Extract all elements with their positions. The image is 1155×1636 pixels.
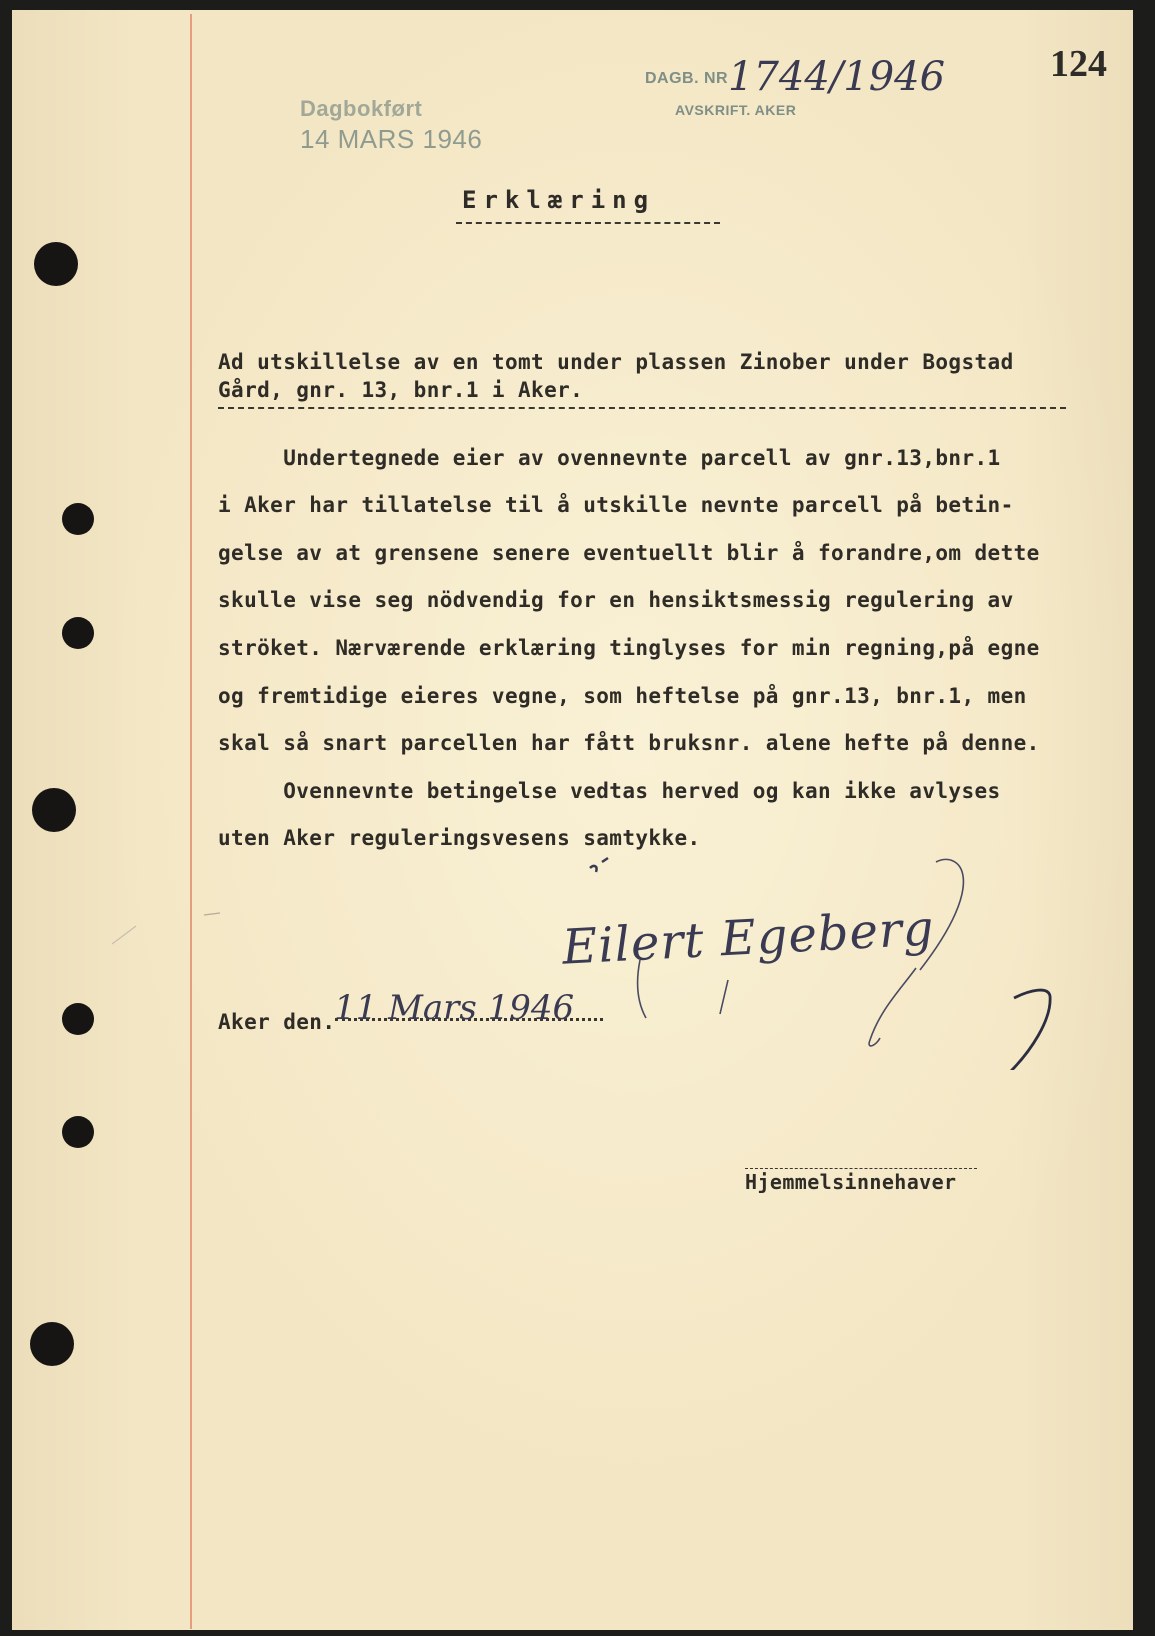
margin-rule	[190, 14, 192, 1629]
punch-hole	[62, 1003, 94, 1035]
signer-label: Hjemmelsinnehaver	[745, 1170, 957, 1194]
handwritten-date: 11 Mars 1946	[334, 988, 575, 1028]
signature: Eilert Egeberg	[560, 900, 936, 976]
punch-hole	[30, 1322, 74, 1366]
subject-line: Ad utskillelse av en tomt under plassen Zinober under Bogstad	[218, 350, 1014, 374]
body-line: uten Aker reguleringsvesens samtykke.	[218, 826, 701, 850]
scan-border-top	[0, 0, 1155, 10]
body-line: og fremtidige eieres vegne, som heftelse på gnr.13, bnr.1, men	[218, 684, 1027, 708]
avskrift-stamp: AVSKRIFT. AKER	[675, 102, 797, 118]
body-line: ströket. Nærværende erklæring tinglyses for min regning,på egne	[218, 636, 1040, 660]
signature-line	[745, 1168, 977, 1169]
dagb-nr-stamp: DAGB. NR	[645, 70, 729, 87]
page-number: 124	[1050, 43, 1107, 85]
scan-border-left	[0, 0, 12, 1636]
subject-line: Gård, gnr. 13, bnr.1 i Aker.	[218, 378, 584, 402]
pencil-mark-icon	[110, 920, 140, 950]
registration-date-stamp: 14 MARS 1946	[300, 124, 483, 154]
punch-hole	[62, 1116, 94, 1148]
handwritten-dagb-number: 1744/1946	[728, 54, 946, 100]
scan-border-right	[1133, 0, 1155, 1636]
dagbokfort-stamp: Dagbokført	[300, 96, 423, 121]
body-line: i Aker har tillatelse til å utskille nevnte parcell på betin-	[218, 493, 1014, 517]
punch-hole	[32, 788, 76, 832]
document-title: Erklæring	[462, 186, 656, 214]
punch-hole	[62, 617, 94, 649]
body-line: skulle vise seg nödvendig for en hensiktsmessig regulering av	[218, 588, 1014, 612]
punch-hole	[62, 503, 94, 535]
pencil-mark-icon	[202, 905, 222, 921]
scan-border-bottom	[0, 1630, 1155, 1636]
place-label: Aker den.	[218, 1010, 336, 1034]
body-line: Ovennevnte betingelse vedtas herved og kan ikke avlyses	[218, 779, 1001, 803]
punch-hole	[34, 242, 78, 286]
body-line: Undertegnede eier av ovennevnte parcell av gnr.13,bnr.1	[218, 446, 1001, 470]
body-line: skal så snart parcellen har fått bruksnr. alene hefte på denne.	[218, 731, 1040, 755]
title-underline	[456, 222, 720, 224]
body-line: gelse av at grensene senere eventuellt blir å forandre,om dette	[218, 541, 1040, 565]
subject-underline	[218, 407, 1066, 409]
